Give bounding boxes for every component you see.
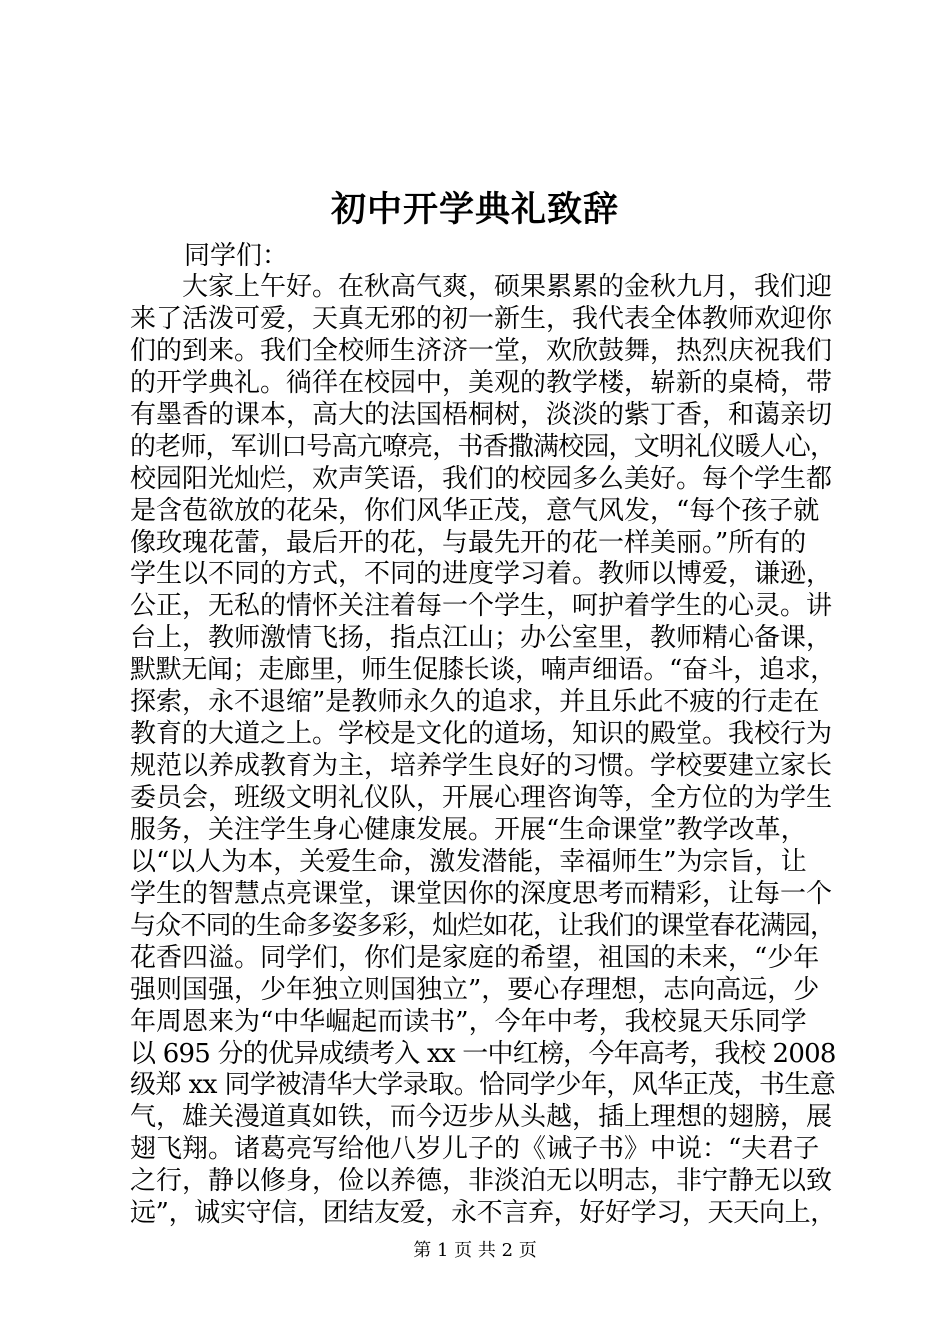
page-number: 第 1 页 共 2 页 [413,1240,537,1261]
text-line: 远”，诚实守信，团结友爱，永不言弃，好好学习，天天向上， [130,1198,836,1229]
text-line: 翅飞翔。诸葛亮写给他八岁儿子的《诫子书》中说：“夫君子 [130,1134,820,1165]
text-line: 校园阳光灿烂，欢声笑语，我们的校园多么美好。每个学生都 [130,463,833,494]
text-line: 以 695 分的优异成绩考入 xx 一中红榜，今年高考，我校 2008 [130,1038,836,1069]
text-line: 以“以人为本，关爱生命，激发潜能，幸福师生”为宗旨，让 [130,846,807,877]
text-line: 大家上午好。在秋高气爽，硕果累累的金秋九月，我们迎 [130,272,833,302]
text-line: 花香四溢。同学们，你们是家庭的希望，祖国的未来，“少年 [130,942,820,973]
text-line: 服务，关注学生身心健康发展。开展“生命课堂”教学改革， [130,814,807,845]
text-line: 学生的智慧点亮课堂，课堂因你的深度思考而精彩，让每一个 [130,878,833,909]
text-line: 规范以养成教育为主，培养学生良好的习惯。学校要建立家长 [130,751,833,782]
greeting: 同学们： [184,241,289,271]
text-line: 强则国强，少年独立则国独立”，要心存理想，志向高远，少 [130,974,820,1005]
text-line: 的开学典礼。徜徉在校园中，美观的教学楼，崭新的桌椅，带 [130,367,833,398]
text-line: 学生以不同的方式，不同的进度学习着。教师以博爱，谦逊， [130,559,833,590]
text-line: 来了活泼可爱，天真无邪的初一新生，我代表全体教师欢迎你 [130,303,833,334]
text-line: 之行，静以修身，俭以养德，非淡泊无以明志，非宁静无以致 [130,1166,833,1197]
text-line: 像玫瑰花蕾，最后开的花，与最先开的花一样美丽。”所有的 [130,527,807,558]
text-line: 气，雄关漫道真如铁，而今迈步从头越，插上理想的翅膀，展 [130,1102,833,1133]
text-line: 年周恩来为“中华崛起而读书”，今年中考，我校晁天乐同学 [130,1006,807,1037]
body-paragraph [130,272,836,1230]
text-line: 默默无闻；走廊里，师生促膝长谈，喃声细语。“奋斗，追求， [130,655,836,686]
text-line: 与众不同的生命多姿多彩，灿烂如花，让我们的课堂春花满园， [130,910,836,941]
text-line: 台上，教师激情飞扬，指点江山；办公室里，教师精心备课， [130,623,833,654]
document-title: 初中开学典礼致辞 [330,189,619,230]
text-line: 们的到来。我们全校师生济济一堂，欢欣鼓舞，热烈庆祝我们 [130,335,833,366]
text-line: 是含苞欲放的花朵，你们风华正茂，意气风发，“每个孩子就 [130,495,820,526]
text-line: 的老师，军训口号高亢嘹亮，书香撒满校园，文明礼仪暖人心， [130,431,836,462]
text-line: 委员会，班级文明礼仪队，开展心理咨询等，全方位的为学生 [130,783,833,813]
text-line: 级郑 xx 同学被清华大学录取。恰同学少年，风华正茂，书生意 [130,1070,836,1101]
text-line: 探索，永不退缩”是教师永久的追求，并且乐此不疲的行走在 [130,687,820,718]
text-line: 有墨香的课本，高大的法国梧桐树，淡淡的紫丁香，和蔼亲切 [130,399,833,430]
text-line: 教育的大道之上。学校是文化的道场，知识的殿堂。我校行为 [130,719,833,750]
text-line: 公正，无私的情怀关注着每一个学生，呵护着学生的心灵。讲 [130,591,833,622]
